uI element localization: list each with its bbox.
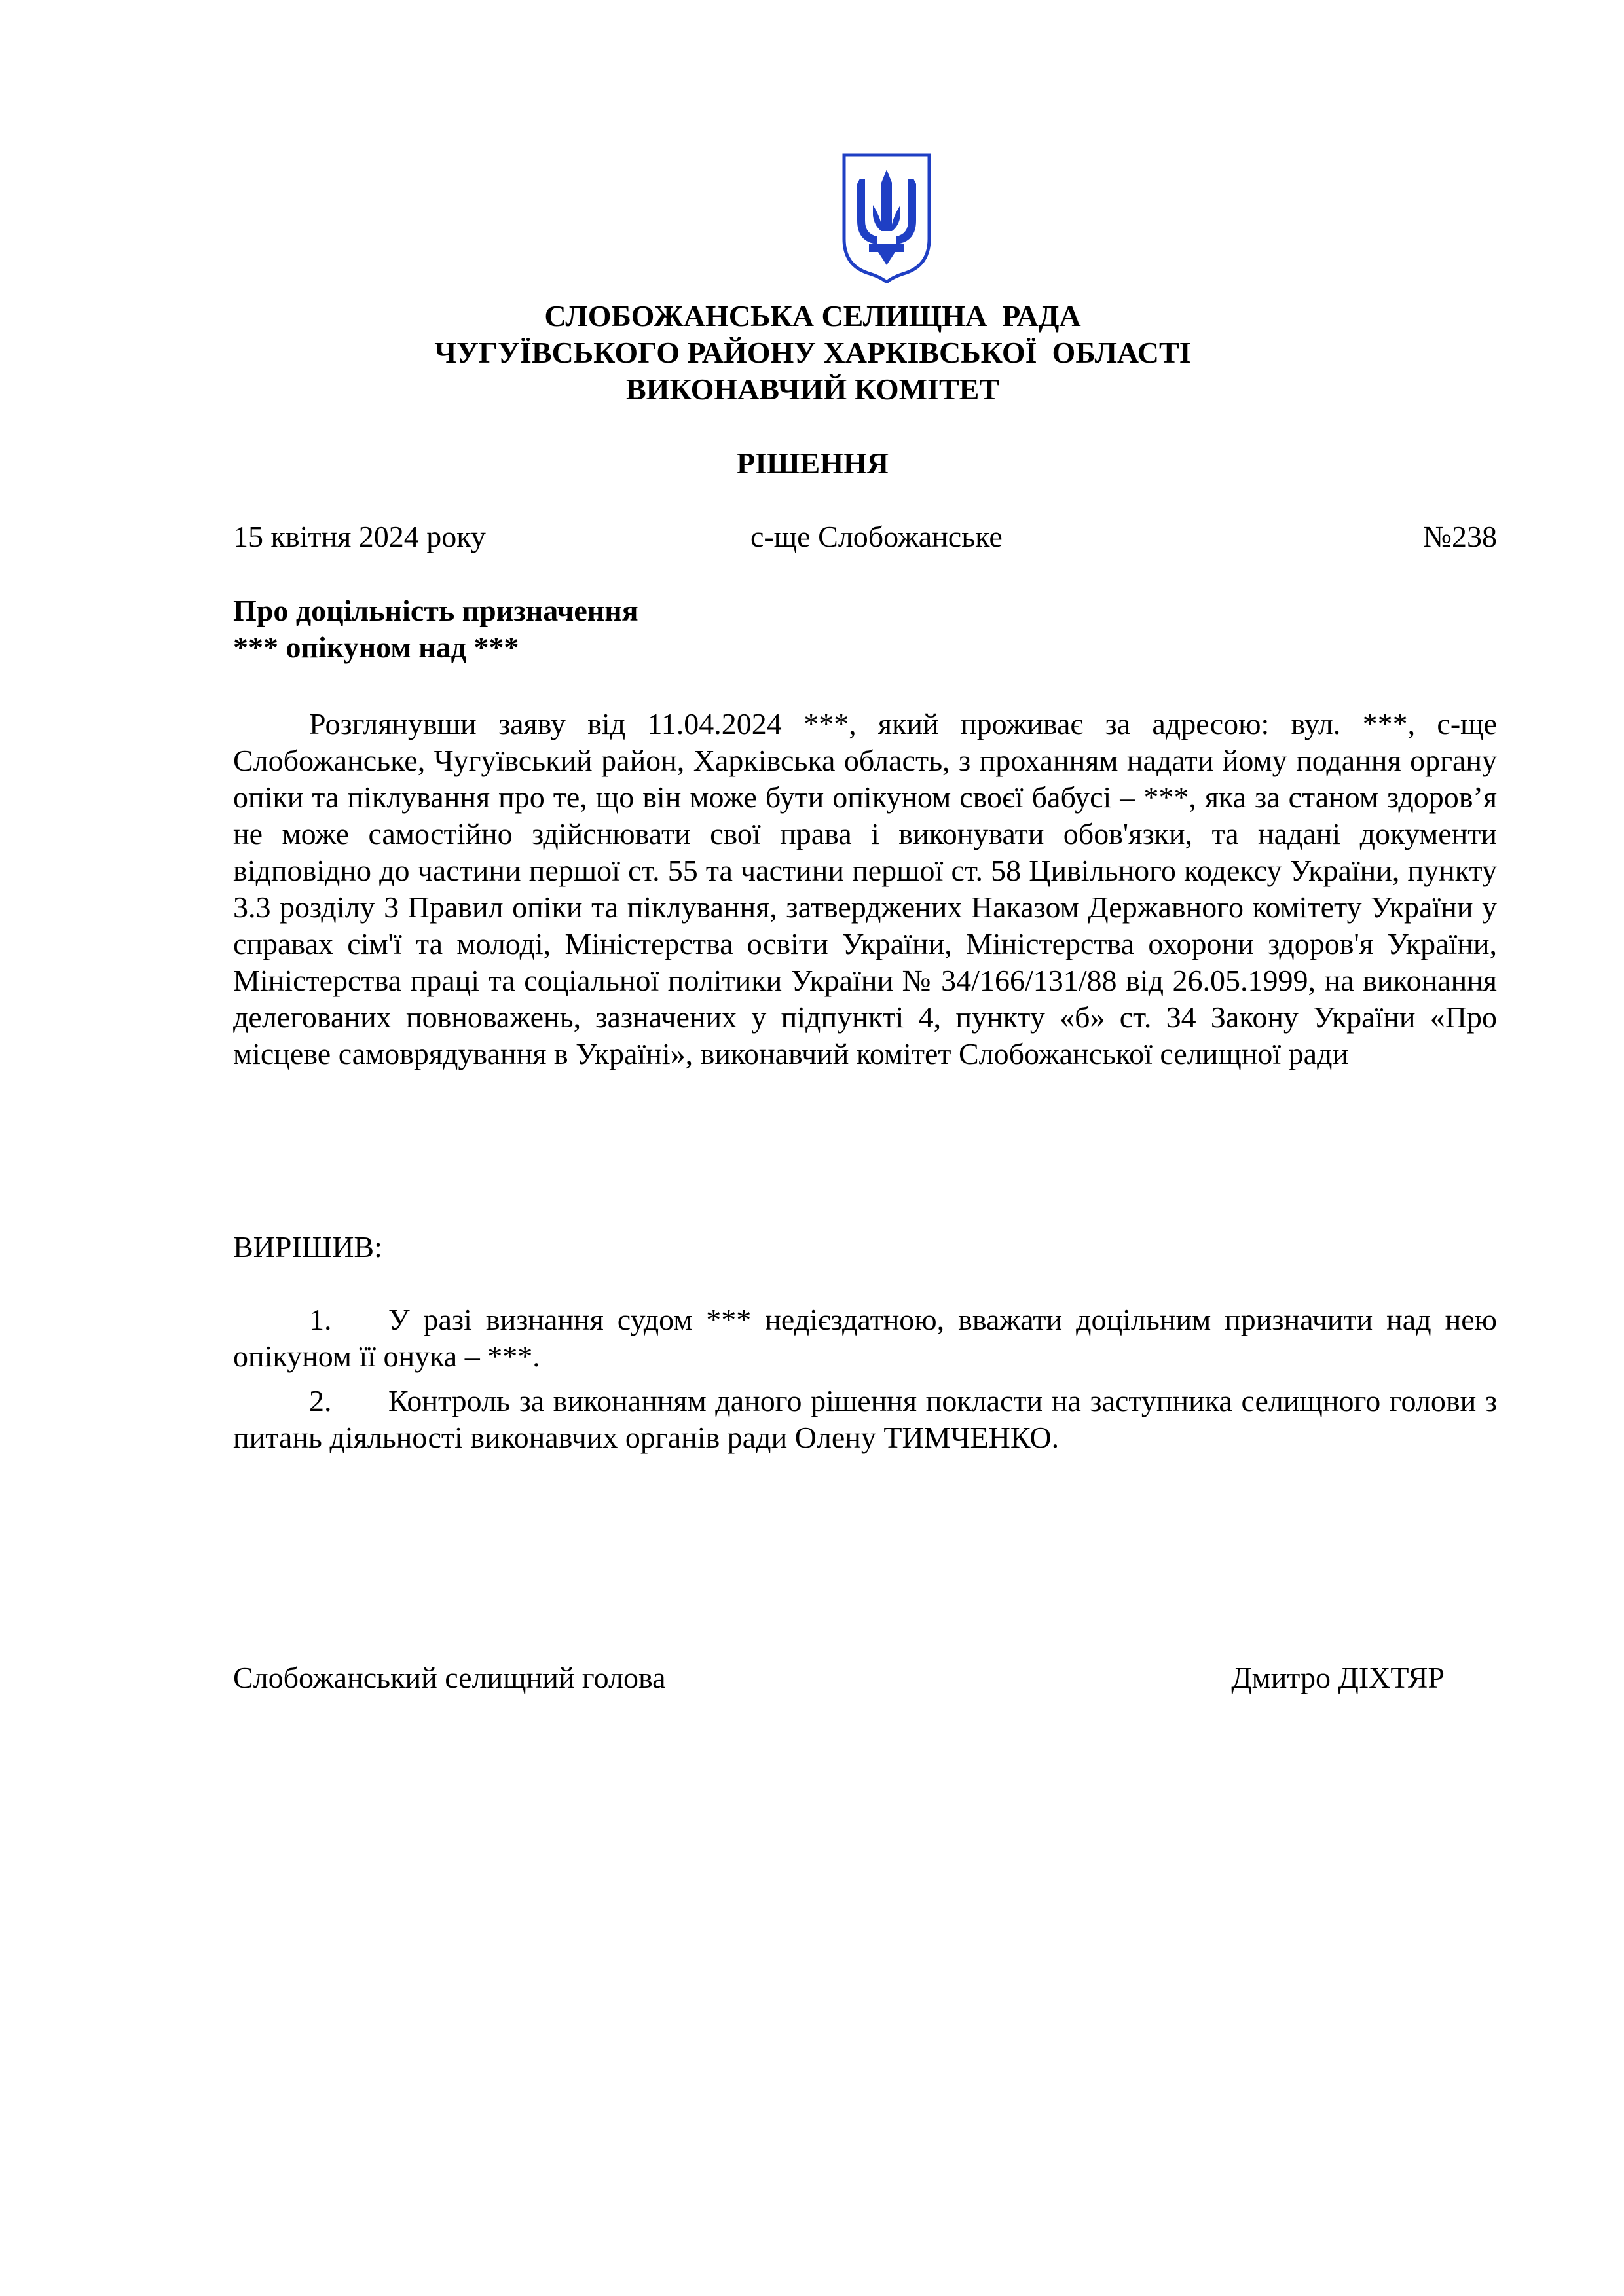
item-text: Контроль за виконанням даного рішення покласти на заступника селищного голови з питань діяльності виконавчих органів ради Олену ТИМЧЕНКО. xyxy=(233,1384,1497,1454)
decision-item xyxy=(233,1383,1497,1456)
item-text: У разі визнання судом *** недієздатною, вважати доцільним призначити над нею опікуном її онука – ***. xyxy=(233,1303,1497,1373)
subject-line-1: Про доцільність призначення xyxy=(233,594,638,627)
decision-number: №238 xyxy=(1423,520,1497,553)
signature-block xyxy=(233,1660,1445,1699)
preamble-paragraph: Розглянувши заяву від 11.04.2024 ***, який проживає за адресою: вул. ***, с-ще Слобожанське, Чугуївський район, Харківська область, з проханням надати йому подання органу опіки та піклування про те, що він може бути опікуном своєї бабусі – ***, яка за станом здоров’я не може самостійно здійснювати свої права і виконувати обов'язки, та надані документи відповідно до частини першої ст. 55 та частини першої ст. 58 Цивільного кодексу України, пункту 3.3 розділу 3 Правил опіки та піклування, затверджених Наказом Державного комітету України у справах сім'ї та молоді, Міністерства освіти України, Міністерства охорони здоров'я України, Міністерства праці та соціальної політики України № 34/166/131/88 від 26.05.1999, на виконання делегованих повноважень, зазначених у підпункті 4, пункту «б» ст. 34 Закону України «Про місцеве самоврядування в Україні», виконавчий комітет Слобожанської селищної ради xyxy=(233,707,1497,1070)
subject-line-2: *** опікуном над *** xyxy=(233,630,519,664)
signatory-name: Дмитро ДІХТЯР xyxy=(1231,1661,1445,1694)
issuer-council: СЛОБОЖАНСЬКА СЕЛИЩНА РАДА xyxy=(544,299,1081,333)
issuer-committee: ВИКОНАВЧИЙ КОМІТЕТ xyxy=(625,373,999,406)
issuer-district: ЧУГУЇВСЬКОГО РАЙОНУ ХАРКІВСЬКОЇ ОБЛАСТІ xyxy=(434,336,1191,369)
decision-place: с-ще Слобожанське xyxy=(750,520,1003,553)
decided-label: ВИРІШИВ: xyxy=(233,1230,382,1264)
item-number: 1. xyxy=(309,1303,332,1336)
decision-items xyxy=(233,1302,1497,1464)
item-number: 2. xyxy=(309,1384,332,1417)
document-title: РІШЕННЯ xyxy=(737,446,889,480)
decision-item xyxy=(233,1302,1497,1375)
signatory-position: Слобожанський селищний голова xyxy=(233,1661,666,1694)
decision-date: 15 квітня 2024 року xyxy=(233,520,486,553)
trident-coat-of-arms-icon xyxy=(840,153,933,283)
document-meta xyxy=(233,519,1497,558)
issuer-header xyxy=(233,298,1392,408)
decision-subject xyxy=(233,592,638,666)
